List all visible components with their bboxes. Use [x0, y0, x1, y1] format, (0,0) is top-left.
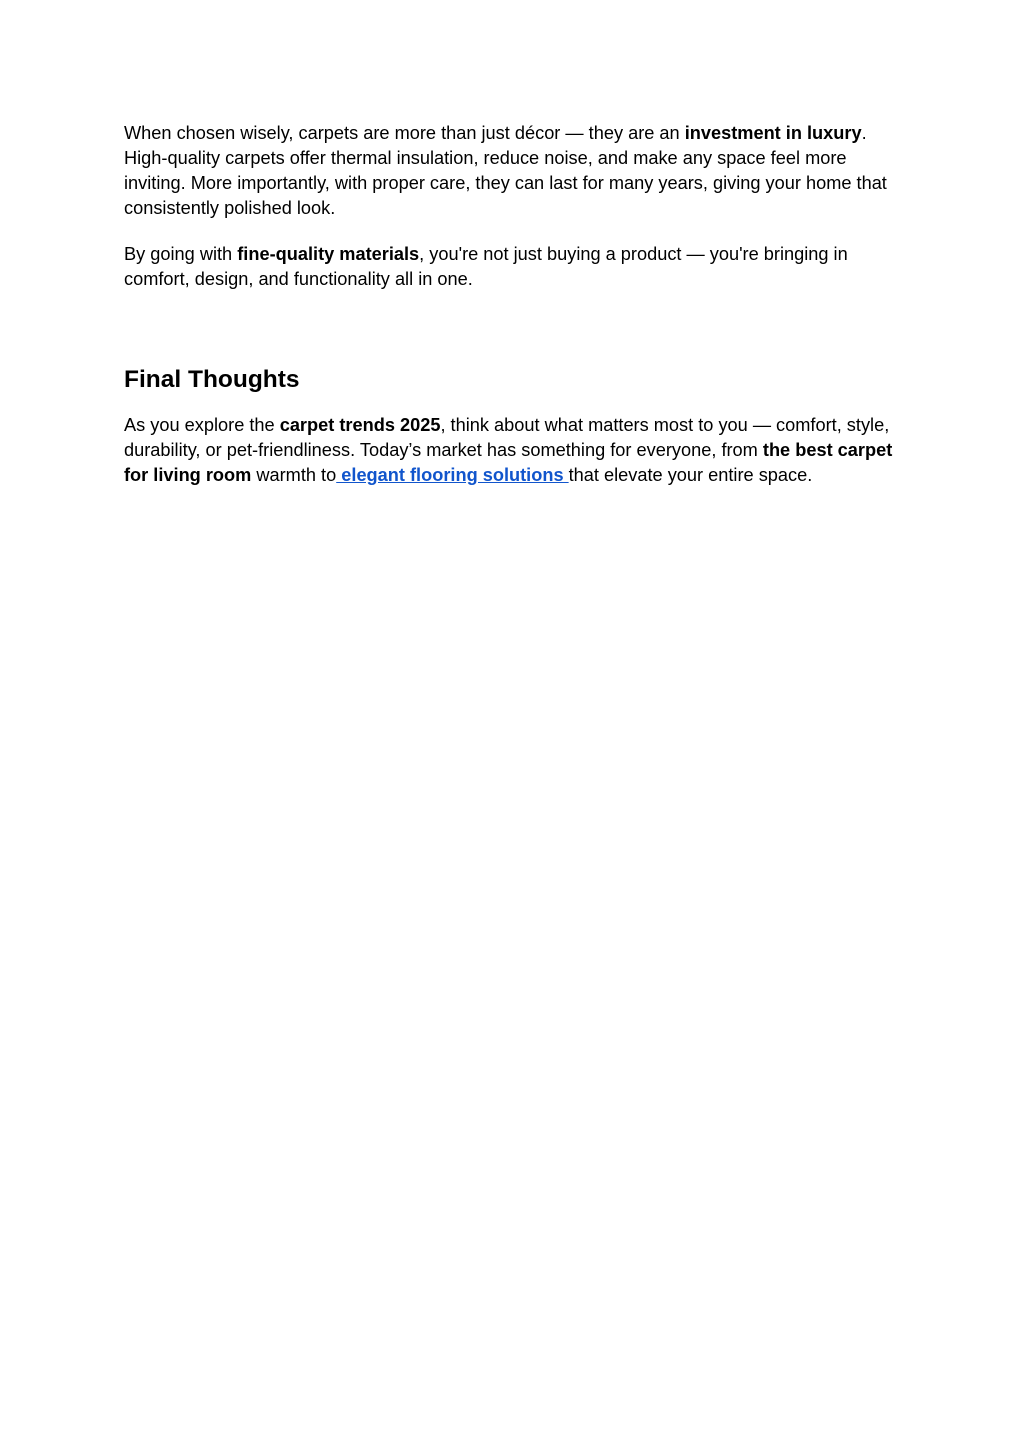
text-run: warmth to	[251, 465, 337, 485]
section-heading-final-thoughts: Final Thoughts	[124, 366, 300, 393]
text-run: By going with	[124, 244, 238, 264]
text-run: , think about what matters most to you — comfort, style, durability, or pet-friendliness. Today’s market has something for everyone, from	[124, 415, 890, 460]
text-run: When chosen wisely, carpets are more than just décor — they are an	[124, 123, 685, 143]
text-run: , you're not just buying a product — you're bringing in comfort, design, and functionality all in one.	[124, 244, 848, 289]
text-run: As you explore the	[124, 415, 280, 435]
bold-best-carpet-living-room: the best carpet for living room	[124, 440, 893, 485]
paragraph-final-thoughts	[124, 413, 904, 488]
bold-investment-in-luxury: investment in luxury	[684, 123, 862, 143]
text-run: that elevate your entire space.	[568, 465, 813, 485]
link-elegant-flooring-solutions[interactable]: elegant flooring solutions	[336, 465, 569, 485]
paragraph-materials	[124, 242, 904, 292]
bold-carpet-trends-2025: carpet trends 2025	[279, 415, 441, 435]
text-run: . High-quality carpets offer thermal insulation, reduce noise, and make any space feel more inviting. More importantly, with proper care, they can last for many years, giving your home that consistently polished look.	[124, 123, 887, 218]
document-page	[124, 121, 904, 488]
bold-fine-quality-materials: fine-quality materials	[237, 244, 420, 264]
paragraph-investment	[124, 121, 904, 221]
